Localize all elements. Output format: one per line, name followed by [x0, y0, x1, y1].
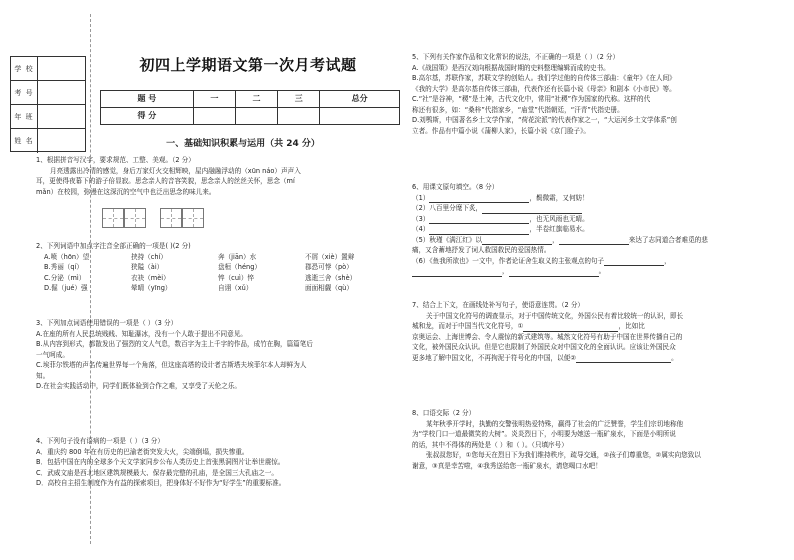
question-4: [36, 436, 392, 489]
info-label: 年 班: [11, 105, 38, 129]
option-c: C.“社”是谷神，“稷”是土神，古代文化中，常用“社稷”作为国家的代称。这样的代: [412, 95, 651, 104]
passage-text: ，比如比: [618, 322, 645, 331]
question-stem: 4、下列句子没有语病的一项是（ ）（3 分）: [36, 437, 164, 445]
info-row-school[interactable]: [11, 57, 85, 81]
option-b: B．包括中国在内的全球多个天文学家同步公布人类历史上首张黑洞图片让举世震惊。: [36, 458, 285, 467]
fill-line-2: [412, 203, 784, 214]
option-c: C．武威文庙是西北地区建筑规模最大、保存最完整的孔庙，是全国三大孔庙之一。: [36, 468, 278, 477]
option-cell: 逃逝三舍（shè）: [305, 273, 357, 282]
answer-box[interactable]: [182, 208, 204, 228]
option-cell: 挟持（chí）: [131, 252, 168, 261]
option-d: D．高校自主招生制度作为有益的探索项目，把身体好不好作为“好学生”的重要标准。: [36, 479, 286, 488]
line-text: ，半卷红旗临易水。: [529, 225, 589, 234]
score-header-cell: 二: [235, 91, 277, 108]
score-row-label: 得 分: [101, 108, 194, 125]
line-text: （2）八百里分麾下炙，: [412, 204, 483, 213]
question-2: [36, 241, 392, 294]
option-cell: 郡恐可悖（pò）: [305, 263, 353, 272]
option-c: C.埃菲尔铁塔的声名传遍世界每一个角落，但这座高塔的设计者古斯塔夫埃菲尔本人却鲜为人: [36, 361, 307, 370]
option-b-cont: 一气呵成。: [36, 350, 69, 359]
option-cell: C.分泌（mì）: [44, 273, 86, 282]
option-b: B.从内容到形式，都散发出了强烈的文人气息，数百字为主上千字的作品，成竹在胸，篇篇笔后: [36, 340, 313, 349]
fill-line-6: （6）《鱼我所欲也》一文中，作者论证舍生取义的主张观点的句子 ，: [412, 256, 671, 265]
answer-blank[interactable]: [412, 276, 502, 277]
line-number: （3）: [412, 214, 430, 223]
option-row: [36, 262, 392, 273]
passage-line: 张叔叔您好，①您每天在烈日下为我们维持秩序，疏导交通，②孩子们尊重您，②属实向您致以: [426, 451, 701, 460]
option-cell: 狭隘（ài）: [131, 263, 164, 272]
score-table-score-row: [101, 108, 400, 125]
fill-line-5-cont: 痛，又含蓄地抒发了词人救国救民的爱国热情。: [412, 246, 551, 255]
answer-box[interactable]: [102, 208, 124, 228]
section-title: 一、基础知识积累与运用（共 24 分）: [166, 139, 320, 149]
score-table: [100, 90, 400, 125]
option-c-cont: 称还有很多，如：“桑梓”代指家乡，“庙堂”代指朝廷，“汗青”代指史册。: [412, 105, 624, 114]
option-cell: 衣袂（mèi）: [131, 273, 170, 282]
question-stem: 3、下列加点词语使用错误的一项是（ ）（3 分）: [36, 319, 178, 327]
option-cell: 面面相觑（qù）: [305, 284, 353, 293]
option-cell: B.秀丽（qí）: [44, 263, 84, 272]
info-label: 考 号: [11, 81, 38, 105]
option-row: [36, 273, 392, 284]
passage-line: 谢意，③真是幸苦啦，④我秀送给您一瓶矿泉水，请您喝口水吧！: [412, 461, 602, 470]
answer-blank[interactable]: [576, 362, 671, 363]
score-cell[interactable]: [278, 108, 320, 125]
score-header-cell: 一: [193, 91, 235, 108]
page-title: 初四上学期语文第一次月考试题: [139, 56, 357, 74]
option-cell: 晕晴（yīng）: [131, 284, 172, 293]
answer-blank[interactable]: [559, 244, 629, 245]
line-text: 来达了志同道合者难觅的悲: [628, 235, 708, 244]
question-3: [36, 318, 392, 392]
question-1: [36, 155, 392, 197]
passage-line: [412, 321, 784, 332]
score-cell[interactable]: [193, 108, 235, 125]
question-stem: 5、下列有关作家作品和文化常识的说法，不正确的一项是（ ）（2 分）: [412, 53, 620, 61]
option-row: [36, 252, 392, 263]
info-row-name[interactable]: [11, 129, 85, 153]
answer-blank[interactable]: [509, 276, 599, 277]
line-text: ，鬓微霜，又何妨！: [529, 193, 589, 202]
option-c-cont: 知。: [36, 371, 50, 380]
option-a: A.《战国策》是西汉刘向根据战国时期的史料整理编辑而成的史书。: [412, 63, 610, 72]
passage-line: 文化，被外国民众认识。但是它也限制了外国民众对中国文化的全面认识。应该让外国民众: [412, 343, 676, 352]
question-6: [412, 182, 784, 277]
pinyin-answer-grid: [40, 208, 220, 230]
fill-line-4: [412, 224, 784, 235]
option-cell: 奔（jiān）水: [218, 252, 257, 261]
score-cell[interactable]: [235, 108, 277, 125]
option-cell: A.喷（hōn）望: [44, 252, 90, 261]
fill-line-1: [412, 193, 784, 204]
score-table-header-row: [101, 91, 400, 108]
question-5: [412, 52, 784, 136]
option-cell: 盘桓（héng）: [218, 263, 261, 272]
score-header-cell: 三: [278, 91, 320, 108]
option-row: [36, 283, 392, 294]
question-stem: 7、结合上下文，在画线处补写句子，使语意连贯。（2 分）: [412, 301, 585, 309]
question-text: 月亮透露出冷清的感觉，身后万家灯火交相辉映，屋内融融浮动的（xūn náo）声声入: [50, 166, 301, 175]
question-text: 耳，更使得夜幕下的游子倍显寂。思念亲人的音容笑貌，思念亲人的丝丝关怀，思念（mí: [36, 177, 295, 186]
fill-line-3: [412, 214, 784, 225]
score-header-cell: 总分: [320, 91, 400, 108]
option-b-cont: 《我的大学》是高尔基自传体三部曲，代表作还有长篇小说《母亲》和剧本《小市民》等。: [412, 84, 676, 93]
option-a: A．重庆约 800 年在有历史的巴渝老街突发大火，尖端倒塌，损失惨重。: [36, 447, 249, 456]
line-text: （6）《鱼我所欲也》一文中，作者论证舍生取义的主张观点的句子: [412, 256, 605, 265]
option-cell: 悴（cuì）悴: [218, 273, 255, 282]
info-row-exam-number[interactable]: [11, 81, 85, 105]
option-d-cont: 立者。作品有中篇小说《蒲柳人家》，长篇小说《京门脸子》。: [412, 126, 591, 135]
question-stem: 1、根据拼音写汉字，要求规范、工整、美观。（2 分）: [36, 156, 195, 164]
line-number: （1）: [412, 193, 430, 202]
line-text: （5）秋瑾《满江红》以: [412, 235, 483, 244]
option-d: D.在社会实践活动中，同学们既体验到合作之难，又享受了天伦之乐。: [36, 382, 241, 391]
passage-line: 更多地了解中国文化，不再拘泥于符号化的中国，以便② 。: [412, 353, 678, 362]
question-stem: 6、用课文原句填空。（8 分）: [412, 183, 499, 191]
option-a: A.在座的所有人民总统贱贱、知耻瀑冰，没有一个人敢于提出不同意见。: [36, 329, 247, 338]
score-header-cell: 题 号: [101, 91, 194, 108]
passage-line: 某年秋季开学时，执勤的交警张明热爱特殊，赢得了社会的广泛赞誉，学生们宗切地称他: [426, 419, 684, 428]
info-row-class[interactable]: [11, 105, 85, 129]
student-info-box: [10, 56, 86, 152]
answer-box[interactable]: [124, 208, 146, 228]
option-b: B.高尔基，苏联作家，苏联文学的创始人。我们学过他的自传体三部曲：《童年》《在人间》: [412, 74, 676, 83]
question-7: [412, 300, 784, 363]
option-cell: 不屑（xiè）置辩: [305, 252, 355, 261]
question-stem: 8、口语交际（2 分）: [412, 409, 476, 417]
fill-line-6-cont: ， 。: [412, 266, 784, 277]
answer-box[interactable]: [160, 208, 182, 228]
answer-blank[interactable]: [604, 265, 664, 266]
option-cell: 自诩（xǔ）: [218, 284, 253, 293]
question-text: mǎn）在校园，弥漫在这深沉的空气中也泛出思念的味儿来。: [36, 187, 216, 196]
fill-line-5: （5）秋瑾《满江红》以 ， 来达了志同道合者难觅的悲: [412, 235, 708, 244]
passage-line: 京奥运会、上海世博会、令人震惊的新式建筑等。城然文化符号有助于中国在世界传播自己的: [412, 332, 683, 341]
info-label: 学 校: [11, 57, 38, 81]
passage-text: 城和龙，而对于中国当代文化符号，①: [412, 322, 524, 331]
passage-line: 关于中国文化符号的调查显示，对于中国传统文化，外国公民有着比较统一的认识，即长: [426, 311, 684, 320]
passage-text: 更多地了解中国文化，不再拘泥于符号化的中国，以便②: [412, 353, 577, 362]
passage-line: 的话，其中不得体的两处是（ ）和（ ）。（只填序号）: [412, 440, 568, 449]
info-label: 姓 名: [11, 129, 38, 153]
score-cell[interactable]: [320, 108, 400, 125]
option-cell: D.倔（jué）强: [44, 284, 88, 293]
option-d: D.刘鹗斯，中国著名乡土文学作家，“荷花淀派”的代表作家之一，“大运河乡土文学体系”创: [412, 116, 677, 125]
line-text: ，也无风雨也无晴。: [529, 214, 589, 223]
question-8: [412, 408, 784, 471]
question-stem: 2、下列词语中加点字注音全部正确的一项是( )(2 分): [36, 242, 191, 250]
line-number: （4）: [412, 225, 430, 234]
passage-line: 为“学校门口一道最微笑的大树”。炎炎烈日下，小明要为她送一瓶矿泉水，下面是小明所说: [412, 430, 676, 439]
